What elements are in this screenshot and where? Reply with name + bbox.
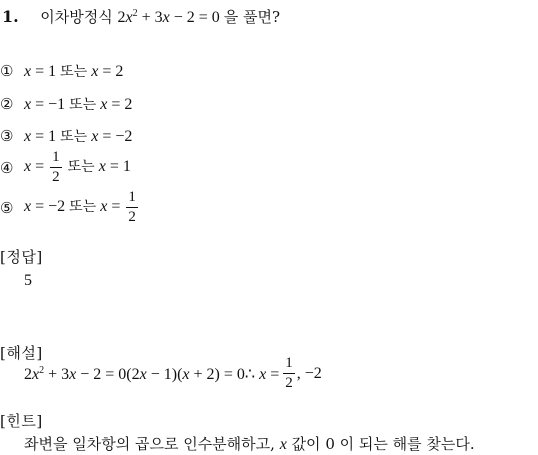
choice-3[interactable] xyxy=(0,126,132,146)
choice-text: x = −1 또는 x = 2 xyxy=(24,96,133,113)
question-text-prefix: 이차방정식 xyxy=(40,8,113,26)
explanation-text: $2x^2 + 3x - 2 = 0(2x - 1)(x + 2)$ = 0∴ x = $\frac{1}{2}$ , −2 xyxy=(24,355,322,391)
choice-marker: ② xyxy=(0,95,14,113)
choice-2[interactable] xyxy=(0,94,132,114)
choice-marker: ① xyxy=(0,62,14,80)
choice-text: x = 1 또는 x = −2 xyxy=(24,128,133,145)
hint-text: 좌변을 일차항의 곱으로 인수분해하고, x 값이 0 이 되는 해를 찾는다. xyxy=(24,435,475,453)
choice-4[interactable] xyxy=(0,150,131,185)
choice-marker: ⑤ xyxy=(0,198,14,217)
choice-marker: ④ xyxy=(0,158,14,177)
choice-text: x = $\frac{1}{2}$ 또는 x = 1 xyxy=(24,149,131,185)
explanation-label: [해설] xyxy=(0,344,43,362)
question-line xyxy=(2,6,280,27)
answer-value: 5 xyxy=(24,272,32,289)
choice-text: x = 1 또는 x = 2 xyxy=(24,63,124,80)
choice-1[interactable] xyxy=(0,61,123,81)
choice-text: x = −2 또는 x = $\frac{1}{2}$ xyxy=(24,189,136,225)
question-equation: $2x^2 + 3x - 2 = 0$ xyxy=(117,8,220,26)
question-text-suffix: 을 풀면? xyxy=(223,8,281,26)
answer-label: [정답] xyxy=(0,248,43,266)
choice-5[interactable] xyxy=(0,190,140,225)
hint-label: [힌트] xyxy=(0,412,43,430)
choice-marker: ③ xyxy=(0,127,14,145)
question-number: 1. xyxy=(2,7,19,26)
